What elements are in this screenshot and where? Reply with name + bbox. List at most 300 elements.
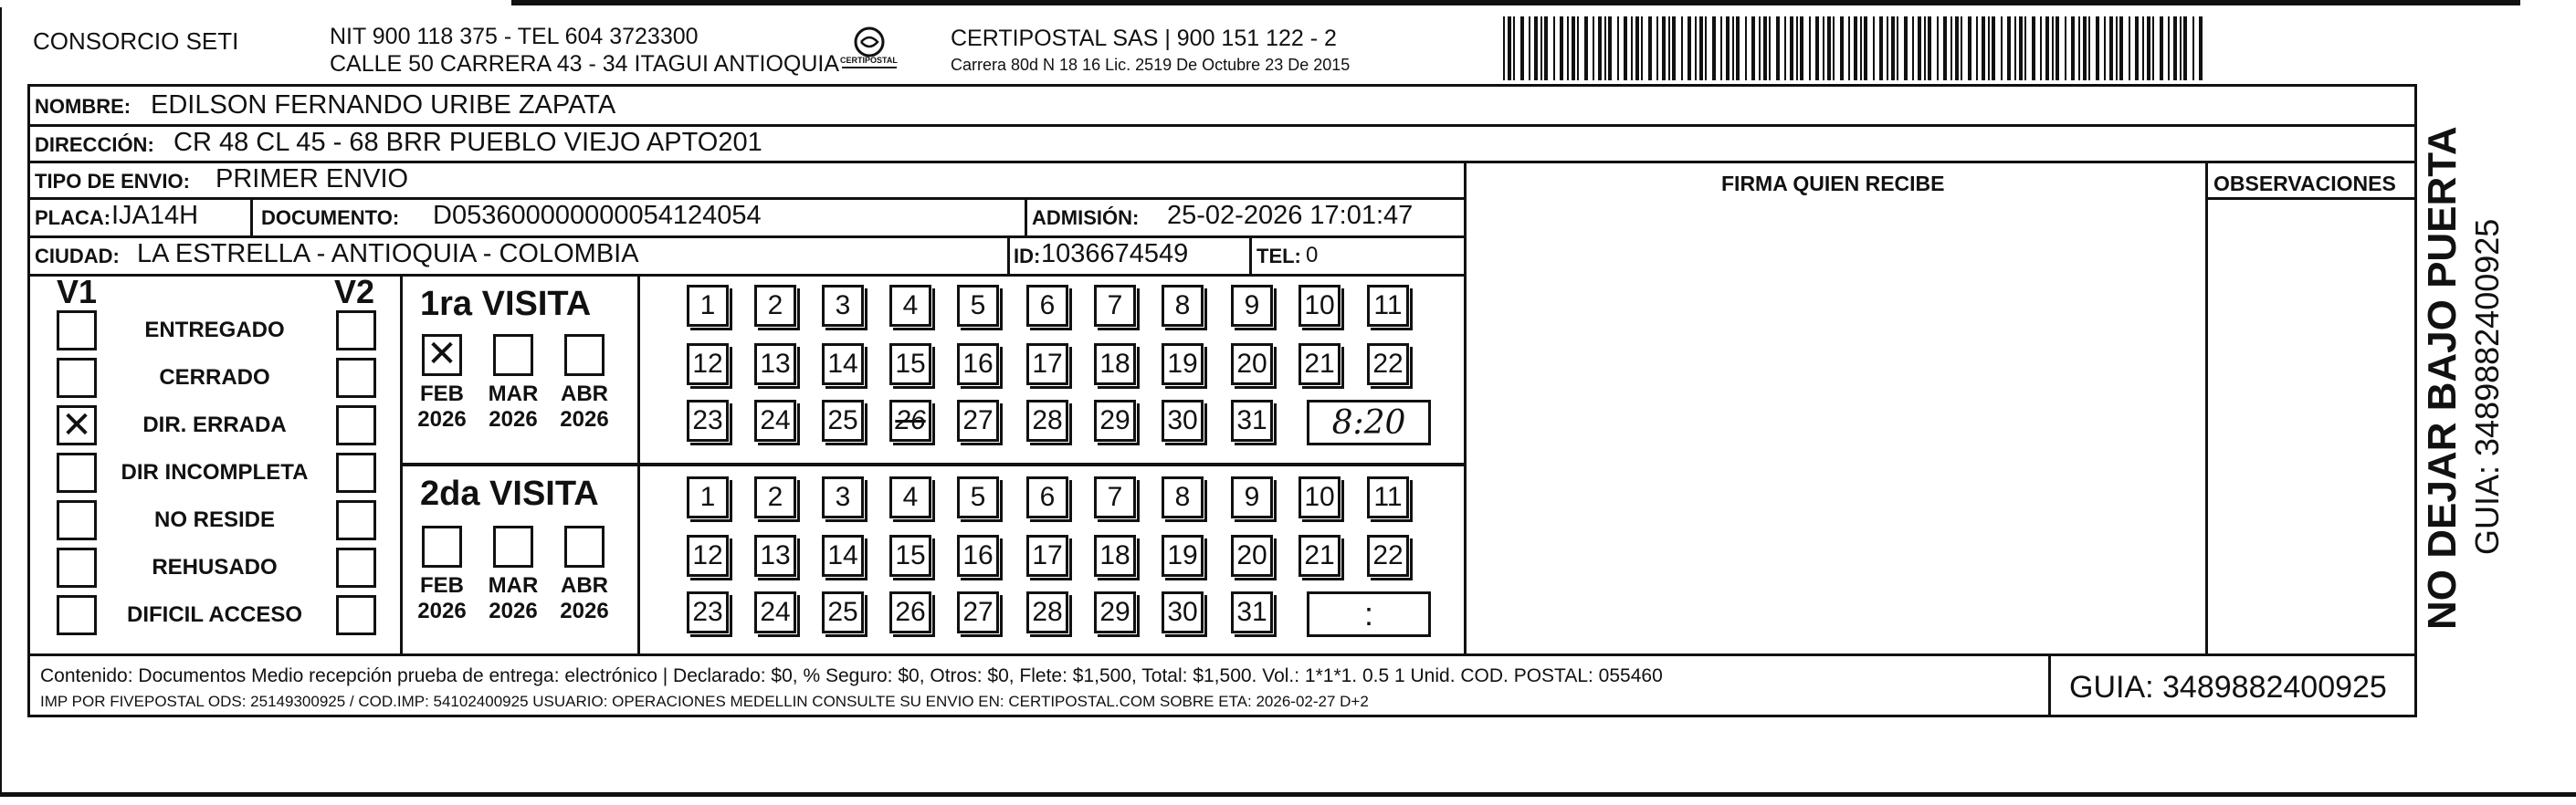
visit2-day-box[interactable] xyxy=(957,591,999,633)
barcode xyxy=(1503,16,2206,80)
day-number: 2 xyxy=(767,290,783,320)
barcode-bar xyxy=(2142,16,2144,80)
tel-label: TEL: xyxy=(1256,245,1301,267)
admision-value: 25-02-2026 17:01:47 xyxy=(1167,201,1414,230)
visit2-day-box[interactable] xyxy=(1094,535,1136,577)
visit2-month-checkbox[interactable] xyxy=(422,526,462,568)
visit2-day-box[interactable] xyxy=(1026,476,1068,518)
barcode-bar xyxy=(2096,16,2099,80)
visit1-month-checkbox[interactable] xyxy=(493,334,533,376)
scan-edge-top xyxy=(511,0,2520,5)
barcode-bar xyxy=(2088,16,2090,80)
barcode-bar xyxy=(1688,16,1691,80)
barcode-bar xyxy=(2019,16,2023,80)
visit2-day-box[interactable] xyxy=(1094,591,1136,633)
day-number: 31 xyxy=(1236,405,1267,435)
barcode-bar xyxy=(2147,16,2150,80)
barcode-bar xyxy=(1891,16,1895,80)
visit1-day-box[interactable] xyxy=(822,285,864,327)
placa-value: IJA14H xyxy=(111,201,199,230)
barcode-bar xyxy=(1508,16,1511,80)
logo-text: CERTIPOSTAL xyxy=(840,56,898,65)
barcode-bar xyxy=(1961,16,1962,80)
barcode-bar xyxy=(1648,16,1652,80)
visit1-day-box[interactable] xyxy=(1026,285,1068,327)
visit2-day-box[interactable] xyxy=(822,476,864,518)
admision-label: ADMISIÓN: xyxy=(1032,206,1140,229)
day-number: 20 xyxy=(1236,540,1267,570)
barcode-bar xyxy=(1860,16,1862,80)
visit2-month-checkbox[interactable] xyxy=(564,526,605,568)
visit1-month-checkbox[interactable] xyxy=(564,334,605,376)
barcode-bar xyxy=(1608,16,1612,80)
scan-edge-bottom xyxy=(0,792,2576,797)
placa-label: PLACA: xyxy=(35,206,111,229)
barcode-bar xyxy=(1918,16,1921,80)
barcode-bar xyxy=(2014,16,2016,80)
day-number: 23 xyxy=(692,597,723,627)
status-option-label: DIR INCOMPLETA xyxy=(121,460,309,485)
barcode-bar xyxy=(1584,16,1588,80)
visit1-day-box[interactable] xyxy=(957,285,999,327)
nit-line: NIT 900 118 375 - TEL 604 3723300 xyxy=(330,24,699,49)
barcode-bar xyxy=(1712,16,1716,80)
status-option-label: CERRADO xyxy=(159,365,270,390)
barcode-bar xyxy=(2199,16,2203,80)
day-number: 29 xyxy=(1099,405,1130,435)
barcode-bar xyxy=(2183,16,2187,80)
barcode-bar xyxy=(1790,16,1793,80)
day-number: 17 xyxy=(1032,540,1063,570)
day-number: 15 xyxy=(895,540,926,570)
barcode-bar xyxy=(1520,16,1524,80)
day-number: 19 xyxy=(1167,349,1198,379)
barcode-bar xyxy=(2065,16,2066,80)
barcode-bar xyxy=(1695,16,1697,80)
barcode-bar xyxy=(1854,16,1857,80)
visit2-day-box[interactable] xyxy=(1231,535,1273,577)
day-number: 7 xyxy=(1107,290,1123,320)
day-number: 12 xyxy=(692,349,723,379)
visit1-day-box[interactable] xyxy=(1299,285,1341,327)
barcode-bar xyxy=(1503,16,1505,80)
time-value: : xyxy=(1363,595,1373,632)
day-number: 30 xyxy=(1167,405,1198,435)
visit1-day-box[interactable] xyxy=(687,400,729,442)
day-number: 10 xyxy=(1304,290,1335,320)
month-name: MAR xyxy=(488,382,539,406)
day-number: 3 xyxy=(835,482,851,512)
barcode-bar xyxy=(1827,16,1831,80)
documento-value: D053600000000054124054 xyxy=(433,201,762,230)
barcode-bar xyxy=(1759,16,1761,80)
visit1-day-box[interactable] xyxy=(687,343,729,385)
barcode-bar xyxy=(2056,16,2059,80)
v2-checkbox[interactable] xyxy=(336,310,376,350)
barcode-bar xyxy=(1672,16,1676,80)
barcode-bar xyxy=(1796,16,1798,80)
barcode-bar xyxy=(1745,16,1747,80)
visit1-day-box[interactable] xyxy=(754,285,796,327)
visit1-day-box[interactable] xyxy=(754,400,796,442)
visit1-day-box[interactable] xyxy=(1231,343,1273,385)
barcode-bar xyxy=(1553,16,1555,80)
barcode-bar xyxy=(1840,16,1844,80)
day-number: 13 xyxy=(760,540,791,570)
day-number: 20 xyxy=(1236,349,1267,379)
visit1-day-box[interactable] xyxy=(1094,343,1136,385)
direccion-label: DIRECCIÓN: xyxy=(35,133,154,156)
visit2-title: 2da VISITA xyxy=(420,475,599,513)
day-number: 21 xyxy=(1304,349,1335,379)
day-number: 11 xyxy=(1373,290,1403,320)
visit1-day-box[interactable] xyxy=(1231,285,1273,327)
visit1-day-box[interactable] xyxy=(1026,400,1068,442)
day-number: 1 xyxy=(699,482,716,512)
visit1-day-box[interactable] xyxy=(1299,343,1341,385)
barcode-bar xyxy=(1968,16,1971,80)
day-number: 16 xyxy=(962,540,994,570)
barcode-bar xyxy=(1988,16,1990,80)
day-number: 6 xyxy=(1039,290,1056,320)
visit2-day-box[interactable] xyxy=(889,591,931,633)
time-value: 8:20 xyxy=(1331,403,1406,442)
day-number: 13 xyxy=(760,349,791,379)
barcode-bar xyxy=(1540,16,1542,80)
visit1-day-box[interactable] xyxy=(957,343,999,385)
day-number: 15 xyxy=(895,349,926,379)
barcode-bar xyxy=(1705,16,1707,80)
v2-label: V2 xyxy=(334,273,375,310)
day-number: 29 xyxy=(1099,597,1130,627)
barcode-bar xyxy=(1937,16,1939,80)
barcode-bar xyxy=(1943,16,1947,80)
barcode-bar xyxy=(2168,16,2170,80)
barcode-bar xyxy=(2032,16,2035,80)
barcode-bar xyxy=(2078,16,2080,80)
v2-checkbox[interactable] xyxy=(336,453,376,493)
visit2-day-box[interactable] xyxy=(1231,591,1273,633)
day-number: 14 xyxy=(827,540,858,570)
barcode-bar xyxy=(1776,16,1780,80)
visit2-day-box[interactable] xyxy=(1231,476,1273,518)
barcode-bar xyxy=(1604,16,1606,80)
day-number: 16 xyxy=(962,349,994,379)
day-number: 5 xyxy=(970,482,986,512)
day-number: 4 xyxy=(902,482,919,512)
nombre-value: EDILSON FERNANDO URIBE ZAPATA xyxy=(151,90,616,120)
day-number: 10 xyxy=(1304,482,1335,512)
v2-checkbox[interactable] xyxy=(336,358,376,398)
barcode-bar xyxy=(1848,16,1850,80)
barcode-bar xyxy=(1534,16,1538,80)
day-number: 22 xyxy=(1372,540,1404,570)
visit2-day-box[interactable] xyxy=(754,476,796,518)
address-line: CALLE 50 CARRERA 43 - 34 ITAGUI ANTIOQUIA xyxy=(330,51,840,77)
status-option-label: DIFICIL ACCESO xyxy=(126,602,302,627)
visit1-day-box[interactable] xyxy=(687,285,729,327)
day-number: 14 xyxy=(827,349,858,379)
barcode-bar xyxy=(2045,16,2049,80)
day-number: 23 xyxy=(692,405,723,435)
barcode-bar xyxy=(1833,16,1835,80)
barcode-bar xyxy=(1572,16,1575,80)
barcode-bar xyxy=(1567,16,1569,80)
month-name: MAR xyxy=(488,573,539,598)
barcode-bar xyxy=(1699,16,1703,80)
company-name: CONSORCIO SETI xyxy=(33,27,239,55)
barcode-bar xyxy=(1864,16,1867,80)
visit1-month-label xyxy=(556,382,613,432)
day-number: 26 xyxy=(895,405,926,435)
visit1-month-label xyxy=(485,382,541,432)
barcode-bar xyxy=(1726,16,1730,80)
barcode-bar xyxy=(1928,16,1931,80)
day-number: 26 xyxy=(895,597,926,627)
observaciones-label: OBSERVACIONES xyxy=(2213,172,2396,195)
barcode-bar xyxy=(2052,16,2054,80)
barcode-bar xyxy=(1955,16,1959,80)
v1-label: V1 xyxy=(57,273,98,310)
day-number: 31 xyxy=(1236,597,1267,627)
day-number: 5 xyxy=(970,290,986,320)
barcode-bar xyxy=(1598,16,1602,80)
status-option-label: DIR. ERRADA xyxy=(142,413,287,437)
barcode-bar xyxy=(2160,16,2163,80)
visit1-day-box[interactable] xyxy=(1162,400,1204,442)
visit2-day-box[interactable] xyxy=(687,591,729,633)
month-name: FEB xyxy=(420,573,464,598)
barcode-bar xyxy=(1904,16,1908,80)
day-number: 28 xyxy=(1032,405,1063,435)
visit1-time-box[interactable] xyxy=(1307,400,1431,445)
license-line: Carrera 80d N 18 16 Lic. 2519 De Octubre 23 De 2015 xyxy=(951,56,1351,74)
barcode-bar xyxy=(1681,16,1683,80)
month-year: 2026 xyxy=(489,598,538,623)
v2-checkbox[interactable] xyxy=(336,548,376,588)
barcode-bar xyxy=(1763,16,1767,80)
barcode-bar xyxy=(2135,16,2139,80)
barcode-bar xyxy=(1976,16,1978,80)
day-number: 18 xyxy=(1099,349,1130,379)
barcode-bar xyxy=(1560,16,1563,80)
day-number: 27 xyxy=(962,405,994,435)
barcode-bar xyxy=(1823,16,1824,80)
visit1-day-box[interactable] xyxy=(1367,285,1409,327)
day-number: 28 xyxy=(1032,597,1063,627)
barcode-bar xyxy=(1720,16,1722,80)
barcode-bar xyxy=(1668,16,1670,80)
visit2-month-label xyxy=(485,573,541,623)
certipostal-line: CERTIPOSTAL SAS | 900 151 122 - 2 xyxy=(951,26,1337,51)
barcode-bar xyxy=(1784,16,1786,80)
visit2-day-box[interactable] xyxy=(1026,591,1068,633)
visit2-month-label xyxy=(414,573,470,623)
visit1-day-box[interactable] xyxy=(957,400,999,442)
day-number: 18 xyxy=(1099,540,1130,570)
day-number: 7 xyxy=(1107,482,1123,512)
barcode-bar xyxy=(1662,16,1666,80)
day-number: 2 xyxy=(767,482,783,512)
barcode-bar xyxy=(1751,16,1755,80)
visit2-day-box[interactable] xyxy=(822,591,864,633)
id-value: 1036674549 xyxy=(1041,239,1189,268)
day-number: 25 xyxy=(827,405,858,435)
day-number: 8 xyxy=(1174,290,1191,320)
barcode-bar xyxy=(1617,16,1619,80)
visit1-day-box[interactable] xyxy=(1094,400,1136,442)
barcode-bar xyxy=(2104,16,2106,80)
day-number: 6 xyxy=(1039,482,1056,512)
barcode-bar xyxy=(1529,16,1530,80)
barcode-bar xyxy=(2152,16,2154,80)
day-number: 24 xyxy=(760,405,791,435)
barcode-bar xyxy=(2040,16,2042,80)
barcode-bar xyxy=(1992,16,1995,80)
day-number: 30 xyxy=(1167,597,1198,627)
footer-contenido: Contenido: Documentos Medio recepción prueba de entrega: electrónico | Declarado: $0, % Seguro: $0, Otros: $0, Flete: $1,500, Total: $1,500. Vol.: 1*1*1. 0.5 1 Unid. COD. POSTAL: 055460 xyxy=(40,665,1663,686)
visit1-day-box[interactable] xyxy=(889,400,931,442)
visit2-time-box[interactable] xyxy=(1307,591,1431,637)
month-name: FEB xyxy=(420,382,464,406)
visit1-day-box[interactable] xyxy=(1231,400,1273,442)
visit2-day-box[interactable] xyxy=(1094,476,1136,518)
barcode-bar xyxy=(1656,16,1658,80)
day-number: 25 xyxy=(827,597,858,627)
barcode-bar xyxy=(2192,16,2194,80)
barcode-bar xyxy=(1873,16,1875,80)
day-number: 12 xyxy=(692,540,723,570)
visit1-day-box[interactable] xyxy=(822,400,864,442)
visit1-title: 1ra VISITA xyxy=(420,285,592,323)
visit2-day-box[interactable] xyxy=(957,476,999,518)
visit1-day-box[interactable] xyxy=(754,343,796,385)
visit2-day-box[interactable] xyxy=(889,535,931,577)
certipostal-logo xyxy=(833,24,906,75)
visit2-day-box[interactable] xyxy=(1299,476,1341,518)
visit2-month-checkbox[interactable] xyxy=(493,526,533,568)
barcode-bar xyxy=(2024,16,2026,80)
visit1-month-checkbox[interactable]: ✕ xyxy=(422,334,462,376)
visit2-day-box[interactable] xyxy=(687,535,729,577)
scan-edge-left xyxy=(0,7,2,792)
visit1-day-box[interactable] xyxy=(889,285,931,327)
visit2-day-box[interactable] xyxy=(687,476,729,518)
visit2-day-box[interactable] xyxy=(1367,535,1409,577)
tipo-label: TIPO DE ENVIO: xyxy=(35,170,190,193)
barcode-bar xyxy=(1950,16,1952,80)
day-number: 4 xyxy=(902,290,919,320)
day-number: 3 xyxy=(835,290,851,320)
footer-guia: GUIA: 3489882400925 xyxy=(2069,670,2387,705)
barcode-bar xyxy=(1924,16,1926,80)
day-number: 1 xyxy=(699,290,716,320)
day-number: 19 xyxy=(1167,540,1198,570)
tel-value: 0 xyxy=(1306,243,1319,267)
day-number: 27 xyxy=(962,597,994,627)
v2-checkbox[interactable] xyxy=(336,500,376,540)
visit1-day-box[interactable] xyxy=(1162,343,1204,385)
nombre-label: NOMBRE: xyxy=(35,95,131,118)
month-year: 2026 xyxy=(417,598,467,623)
direccion-value: CR 48 CL 45 - 68 BRR PUEBLO VIEJO APTO201 xyxy=(173,128,762,157)
barcode-bar xyxy=(2116,16,2118,80)
visit2-day-box[interactable] xyxy=(957,535,999,577)
side-guia: GUIA: 3489882400925 xyxy=(2468,218,2506,555)
v2-checkbox[interactable] xyxy=(336,595,376,635)
documento-label: DOCUMENTO: xyxy=(261,206,400,229)
barcode-bar xyxy=(1815,16,1819,80)
barcode-bar xyxy=(1897,16,1898,80)
month-name: ABR xyxy=(561,573,608,598)
day-number: 8 xyxy=(1174,482,1191,512)
barcode-bar xyxy=(1736,16,1740,80)
barcode-bar xyxy=(1912,16,1914,80)
barcode-bar xyxy=(2173,16,2177,80)
barcode-bar xyxy=(1635,16,1639,80)
barcode-bar xyxy=(2007,16,2011,80)
barcode-bar xyxy=(2109,16,2113,80)
day-number: 24 xyxy=(760,597,791,627)
visit1-day-box[interactable] xyxy=(1162,285,1204,327)
ciudad-label: CIUDAD: xyxy=(35,245,120,267)
tipo-value: PRIMER ENVIO xyxy=(216,164,409,193)
day-number: 21 xyxy=(1304,540,1335,570)
ciudad-value: LA ESTRELLA - ANTIOQUIA - COLOMBIA xyxy=(137,239,639,268)
barcode-bar xyxy=(2001,16,2003,80)
barcode-bar xyxy=(1879,16,1883,80)
visit2-day-box[interactable] xyxy=(1162,535,1204,577)
barcode-bar xyxy=(1593,16,1594,80)
visit2-day-box[interactable] xyxy=(754,591,796,633)
visit2-day-box[interactable] xyxy=(754,535,796,577)
barcode-bar xyxy=(1641,16,1643,80)
visit2-day-box[interactable] xyxy=(822,535,864,577)
visit2-day-box[interactable] xyxy=(1367,476,1409,518)
month-name: ABR xyxy=(561,382,608,406)
visit1-day-box[interactable] xyxy=(1026,343,1068,385)
day-number: 22 xyxy=(1372,349,1404,379)
id-label: ID: xyxy=(1014,245,1041,267)
visit1-day-box[interactable] xyxy=(889,343,931,385)
visit2-day-box[interactable] xyxy=(1162,476,1204,518)
month-year: 2026 xyxy=(489,406,538,432)
visit1-month-label xyxy=(414,382,470,432)
status-option-label: ENTREGADO xyxy=(144,318,285,342)
barcode-bar xyxy=(1624,16,1627,80)
v2-checkbox[interactable] xyxy=(336,405,376,445)
visit2-day-box[interactable] xyxy=(1299,535,1341,577)
visit1-day-box[interactable] xyxy=(1094,285,1136,327)
day-number: 11 xyxy=(1373,482,1403,512)
v1-checkbox[interactable]: ✕ xyxy=(57,405,97,445)
day-number: 9 xyxy=(1244,482,1260,512)
barcode-bar xyxy=(1809,16,1811,80)
visit2-day-box[interactable] xyxy=(889,476,931,518)
visit1-day-box[interactable] xyxy=(822,343,864,385)
visit2-day-box[interactable] xyxy=(1162,591,1204,633)
visit2-day-box[interactable] xyxy=(1026,535,1068,577)
barcode-bar xyxy=(1982,16,1985,80)
barcode-bar xyxy=(2180,16,2182,80)
visit1-day-box[interactable] xyxy=(1367,343,1409,385)
side-warning: NO DEJAR BAJO PUERTA xyxy=(2420,126,2465,630)
barcode-bar xyxy=(1631,16,1633,80)
barcode-bar xyxy=(1513,16,1515,80)
barcode-bar xyxy=(2083,16,2087,80)
barcode-bar xyxy=(1544,16,1548,80)
day-number: 17 xyxy=(1032,349,1063,379)
